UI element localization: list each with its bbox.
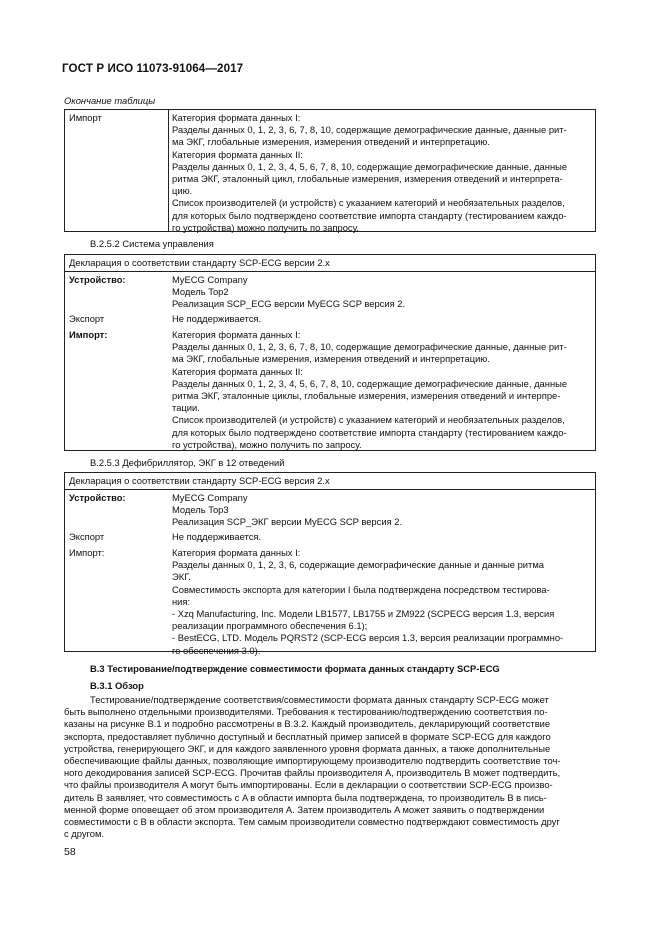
declaration-table-b252 [64, 254, 596, 451]
text-line: что файлы производителя A могут быть импортированы. Если в декларации о соответствии SCP-ECG произво- [64, 779, 553, 791]
text-line: ния: [172, 595, 191, 607]
document-header: ГОСТ Р ИСО 11073-91064—2017 [62, 62, 244, 75]
text-line: Разделы данных 0, 1, 2, 3, 6, 7, 8, 10, содержащие демографические данные, данные рит- [172, 124, 567, 136]
text-line: Разделы данных 0, 1, 2, 3, 4, 5, 6, 7, 8, 10, содержащие демографические данные, данные [172, 377, 568, 389]
import-text [172, 547, 589, 657]
import-text [172, 329, 589, 451]
text-line: Совместимость экспорта для категории I была подтверждена посредством тестирова- [172, 583, 550, 595]
text-line: го устройства) можно получить по запросу. [172, 221, 359, 233]
text-line: дитель B заявляет, что совместимость с A в области импорта была подтверждена, то производитель B в пись- [64, 791, 547, 803]
column-divider [168, 110, 169, 231]
text-line: обеспечивающие файлы данных, позволяющие импортирующему производителю подтвердить соответствие точ- [64, 755, 561, 767]
text-line: Модель Top3 [172, 504, 229, 516]
import-label: Импорт: [69, 329, 108, 340]
text-line: цию. [172, 185, 193, 197]
text-line: ма ЭКГ, глобальные измерения, измерения отведений и интерпретацию. [172, 353, 490, 365]
text-line: ма ЭКГ, глобальные измерения, измерения отведений и интерпретацию. [172, 136, 490, 148]
text-line: Категория формата данных I: [172, 329, 301, 340]
text-line: с другом. [64, 828, 105, 840]
text-line: Разделы данных 0, 1, 2, 3, 6, 7, 8, 10, содержащие демографические данные, данные рит- [172, 341, 567, 353]
text-line: Категория формата данных I: [172, 547, 301, 558]
text-line: для которых было подтверждено соответствие импорта стандарту (тестированием каждо- [172, 426, 567, 438]
text-line: менной форме оповещает об этом производителя A. Затем производитель A может заявить о подтверждении [64, 803, 545, 815]
declaration-table-b253 [64, 472, 596, 656]
text-line: Список производителей (и устройств) с указанием категорий и необязательных разделов, [172, 414, 565, 426]
subsection-heading-b31: B.3.1 Обзор [90, 680, 144, 691]
import-label: Импорт [69, 112, 102, 123]
continuation-table [64, 109, 596, 232]
text-line: реализации программного обеспечения 6.1); [172, 620, 368, 632]
table-caption: Окончание таблицы [64, 95, 156, 106]
export-label: Экспорт [69, 531, 105, 542]
export-value: Не поддерживается. [172, 531, 262, 542]
text-line: ного декодирования записей SCP-ECG. Прочитав файлы производителя A, производитель B может подтвердить, [64, 767, 561, 779]
device-label: Устройство: [69, 492, 126, 503]
text-line: - BestECG, LTD. Модель PQRST2 (SCP-ECG версия 1.3, версия реализации программно- [172, 632, 564, 644]
text-line: MyECG Company [172, 274, 248, 285]
row-divider [65, 489, 595, 490]
import-label: Импорт: [69, 547, 105, 558]
declaration-title: Декларация о соответствии стандарту SCP-ECG версия 2.x [69, 475, 330, 486]
overview-paragraph [64, 694, 596, 840]
text-line: Модель Top2 [172, 286, 229, 298]
text-line: Список производителей (и устройств) с указанием категорий и необязательных разделов, [172, 197, 565, 209]
text-line: го обеспечения 3.0). [172, 644, 261, 656]
text-line: Разделы данных 0, 1, 2, 3, 6, содержащие демографические данные и данные ритма [172, 559, 544, 571]
section-heading-b3: B.3 Тестирование/подтверждение совместимости формата данных стандарту SCP-ECG [90, 663, 500, 674]
device-info [172, 492, 589, 529]
text-line: Тестирование/подтверждение соответствия/совместимости формата данных стандарту SCP-ECG может [90, 694, 549, 705]
text-line: Категория формата данных II: [172, 365, 303, 377]
declaration-title: Декларация о соответствии стандарту SCP-ECG версии 2.x [69, 257, 330, 268]
text-line: казаны на рисунке B.1 и подробно рассмотрены в B.3.2. Каждый производитель, декларирующий соответствие [64, 718, 551, 730]
text-line: MyECG Company [172, 492, 248, 503]
import-text [172, 112, 589, 234]
text-line: ритма ЭКГ, эталонный цикл, глобальные измерения, измерения отведений и интерпрета- [172, 173, 563, 185]
section-heading-b252: B.2.5.2 Система управления [90, 238, 214, 249]
section-heading-b253: B.2.5.3 Дефибриллятор, ЭКГ в 12 отведений [90, 457, 285, 468]
text-line: устройства, генерирующего ЭКГ, и для каждого заявленного уровня формата данных, а также дополнительные [64, 742, 551, 754]
export-label: Экспорт [69, 313, 105, 324]
text-line: быть выполнено отдельными производителями. Требования к тестированию/подтверждению соответствия по- [64, 706, 548, 718]
text-line: Реализация SCP_ECG версии MyECG SCP версия 2. [172, 298, 406, 310]
text-line: ритма ЭКГ, эталонные циклы, глобальные измерения, измерения отведений и интерпре- [172, 390, 561, 402]
page-number: 58 [64, 846, 76, 858]
text-line: го устройства), можно получить по запросу. [172, 438, 362, 450]
row-divider [65, 271, 595, 272]
text-line: ЭКГ. [172, 571, 191, 583]
text-line: Разделы данных 0, 1, 2, 3, 4, 5, 6, 7, 8, 10, содержащие демографические данные, данные [172, 160, 568, 172]
text-line: для которых было подтверждено соответствие импорта стандарту (тестированием каждо- [172, 209, 567, 221]
device-label: Устройство: [69, 274, 126, 285]
device-info [172, 274, 589, 311]
text-line: Реализация SCP_ЭКГ версии MyECG SCP версия 2. [172, 516, 403, 528]
text-line: Категория формата данных II: [172, 148, 303, 160]
export-value: Не поддерживается. [172, 313, 262, 324]
text-line: экспорта, предоставляет публично доступный и бесплатный пример записей в формате SCP-ECG для каждого [64, 730, 551, 742]
text-line: - Xzq Manufacturing, Inc. Модели LB1577, LB1755 и ZM922 (SCPECG версия 1.3, версия [172, 608, 555, 620]
text-line: тации. [172, 402, 200, 414]
text-line: Категория формата данных I: [172, 112, 301, 123]
text-line: совместимости с B в области экспорта. Тем самым производители совместно подтверждают совместимость друг [64, 816, 560, 828]
